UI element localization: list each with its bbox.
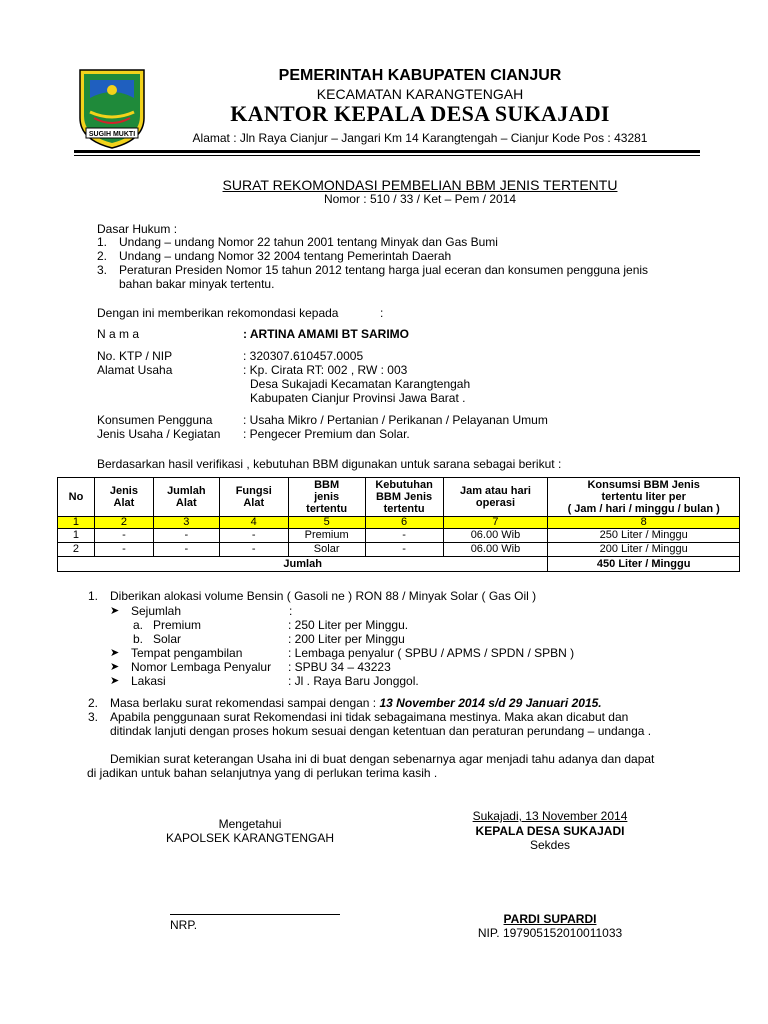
- distributor-number-label: Nomor Lembaga Penyalur: [131, 660, 272, 674]
- letter-number: Nomor : 510 / 33 / Ket – Pem / 2014: [323, 192, 517, 206]
- business-type-label: Jenis Usaha / Kegiatan: [97, 427, 221, 441]
- recommendation-intro: Dengan ini memberikan rekomondasi kepada: [97, 306, 339, 320]
- arrow-bullet-icon: ➤: [110, 605, 120, 617]
- allocation-item-1: Diberikan alokasi volume Bensin ( Gasoli ne ) RON 88 / Minyak Solar ( Gas Oil ): [110, 589, 537, 603]
- legal-item-continuation: bahan bakar minyak tertentu.: [119, 277, 275, 291]
- pickup-place-label: Tempat pengambilan: [131, 646, 243, 660]
- premium-value: : 250 Liter per Minggu.: [288, 618, 409, 632]
- col-header-konsumsi: Konsumsi BBM Jenis tertentu liter per ( Jam / hari / minggu / bulan ): [548, 478, 740, 517]
- amount-label: Sejumlah: [131, 604, 182, 618]
- acknowledged-label: Mengetahui: [218, 817, 282, 831]
- legal-item: Peraturan Presiden Nomor 15 tahun 2012 tentang harga jual eceran dan konsumen pengguna jenis: [119, 263, 649, 277]
- table-cell: 3: [153, 517, 219, 529]
- table-cell: 06.00 Wib: [443, 529, 548, 543]
- solar-label: Solar: [153, 632, 182, 646]
- table-cell: -: [219, 543, 288, 557]
- premium-label: Premium: [153, 618, 202, 632]
- total-label: Jumlah: [58, 557, 548, 572]
- name-value: : ARTINA AMAMI BT SARIMO: [243, 327, 409, 341]
- table-row: [58, 543, 740, 557]
- table-index-row: [58, 517, 740, 529]
- location-value: : Jl . Raya Baru Jonggol.: [288, 674, 419, 688]
- office-address: Alamat : Jln Raya Cianjur – Jangari Km 14 Karangtengah – Cianjur Kode Pos : 43281: [192, 131, 648, 145]
- arrow-bullet-icon: ➤: [110, 675, 120, 687]
- allocation-item-number: 1.: [88, 589, 99, 603]
- table-cell: 1: [58, 517, 95, 529]
- col-header-jenis-alat: Jenis Alat: [94, 478, 153, 517]
- table-row: [58, 529, 740, 543]
- bbm-consumption-table: [57, 477, 740, 572]
- business-type-value: : Pengecer Premium dan Solar.: [243, 427, 410, 441]
- legal-item-number: 3.: [97, 263, 108, 277]
- table-cell: -: [365, 543, 443, 557]
- table-cell: Solar: [288, 543, 365, 557]
- col-header-jumlah-alat: Jumlah Alat: [153, 478, 219, 517]
- legal-item: Undang – undang Nomor 22 tahun 2001 tentang Minyak dan Gas Bumi: [119, 235, 498, 249]
- ktp-label: No. KTP / NIP: [97, 349, 173, 363]
- pickup-place-value: : Lembaga penyalur ( SPBU / APMS / SPDN / SPBN ): [288, 646, 575, 660]
- table-cell: 7: [443, 517, 548, 529]
- name-label: N a m a: [97, 327, 140, 341]
- legal-basis-heading: Dasar Hukum :: [97, 222, 178, 236]
- table-cell: 8: [548, 517, 740, 529]
- allocation-item-number: 3.: [88, 710, 99, 724]
- verification-text: Berdasarkan hasil verifikasi , kebutuhan BBM digunakan untuk sarana sebagai berikut :: [97, 457, 562, 471]
- table-cell: 6: [365, 517, 443, 529]
- arrow-bullet-icon: ➤: [110, 647, 120, 659]
- legal-item: Undang – undang Nomor 32 2004 tentang Pemerintah Daerah: [119, 249, 452, 263]
- table-cell: 2: [58, 543, 95, 557]
- address-label: Alamat Usaha: [97, 363, 173, 377]
- closing-line-2: di jadikan untuk bahan selanjutnya yang di perlukan terima kasih .: [87, 766, 438, 780]
- col-header-kebutuhan: Kebutuhan BBM Jenis tertentu: [365, 478, 443, 517]
- col-header-no: No: [58, 478, 95, 517]
- table-cell: 2: [94, 517, 153, 529]
- recommendation-intro-colon: :: [380, 306, 384, 320]
- premium-letter: a.: [133, 618, 144, 632]
- solar-letter: b.: [133, 632, 144, 646]
- consumer-label: Konsumen Pengguna: [97, 413, 213, 427]
- table-cell: 4: [219, 517, 288, 529]
- consumer-value: : Usaha Mikro / Pertanian / Perikanan / Pelayanan Umum: [243, 413, 548, 427]
- location-label: Lakasi: [131, 674, 166, 688]
- table-cell: 200 Liter / Minggu: [548, 543, 740, 557]
- table-cell: -: [219, 529, 288, 543]
- village-head-title: KEPALA DESA SUKAJADI: [475, 824, 625, 838]
- police-chief-title: KAPOLSEK KARANGTENGAH: [165, 831, 335, 845]
- table-cell: 1: [58, 529, 95, 543]
- letter-title: SURAT REKOMONDASI PEMBELIAN BBM JENIS TERTENTU: [222, 177, 618, 193]
- col-header-bbm-jenis: BBM jenis tertentu: [288, 478, 365, 517]
- header-rule-thick: [74, 150, 700, 153]
- address-value: : Kp. Cirata RT: 002 , RW : 003: [243, 363, 408, 377]
- validity-dates: 13 November 2014 s/d 29 Januari 2015.: [379, 696, 602, 710]
- place-date: Sukajadi, 13 November 2014: [472, 809, 628, 823]
- arrow-bullet-icon: ➤: [110, 661, 120, 673]
- validity-text: Masa berlaku surat rekomendasi sampai dengan : 13 November 2014 s/d 29 Januari 2015.: [110, 696, 602, 710]
- solar-value: : 200 Liter per Minggu: [288, 632, 405, 646]
- signature-line: [170, 914, 340, 915]
- ktp-value: : 320307.610457.0005: [243, 349, 364, 363]
- table-cell: -: [153, 543, 219, 557]
- office-name: KANTOR KEPALA DESA SUKAJADI: [230, 101, 610, 126]
- nrp-label: NRP.: [170, 918, 198, 932]
- table-header-row: [58, 478, 740, 517]
- header-rule-thin: [74, 155, 700, 156]
- amount-colon: :: [289, 604, 293, 618]
- table-cell: -: [94, 529, 153, 543]
- table-cell: 250 Liter / Minggu: [548, 529, 740, 543]
- table-cell: Premium: [288, 529, 365, 543]
- regency-emblem-logo: [76, 68, 148, 150]
- table-cell: 5: [288, 517, 365, 529]
- secretary-label: Sekdes: [529, 838, 571, 852]
- government-name: PEMERINTAH KABUPATEN CIANJUR: [278, 67, 562, 84]
- misuse-clause-line-2: ditindak lanjuti dengan proses hokum sesuai dengan ketentuan dan peraturan perundang – undanga .: [110, 724, 652, 738]
- total-value: 450 Liter / Minggu: [548, 557, 740, 572]
- allocation-item-number: 2.: [88, 696, 99, 710]
- address-line-2: Desa Sukajadi Kecamatan Karangtengah: [250, 377, 471, 391]
- col-header-fungsi-alat: Fungsi Alat: [219, 478, 288, 517]
- legal-item-number: 1.: [97, 235, 108, 249]
- address-line-3: Kabupaten Cianjur Provinsi Jawa Barat .: [250, 391, 466, 405]
- closing-line-1: Demikian surat keterangan Usaha ini di buat dengan sebenarnya agar menjadi tahu adanya dan dapat: [110, 752, 655, 766]
- table-total-row: [58, 557, 740, 572]
- table-cell: -: [365, 529, 443, 543]
- legal-item-number: 2.: [97, 249, 108, 263]
- district-name: KECAMATAN KARANGTENGAH: [316, 86, 524, 102]
- table-cell: 06.00 Wib: [443, 543, 548, 557]
- table-cell: -: [94, 543, 153, 557]
- distributor-number-value: : SPBU 34 – 43223: [288, 660, 391, 674]
- logo-motto: SUGIH MUKTI: [88, 131, 136, 138]
- col-header-jam-operasi: Jam atau hari operasi: [443, 478, 548, 517]
- table-cell: -: [153, 529, 219, 543]
- signatory-name: PARDI SUPARDI: [503, 912, 597, 926]
- misuse-clause-line-1: Apabila penggunaan surat Rekomendasi ini tidak sebagaimana mestinya. Maka akan dicabut dan: [110, 710, 629, 724]
- signatory-nip: NIP. 197905152010011033: [477, 926, 623, 940]
